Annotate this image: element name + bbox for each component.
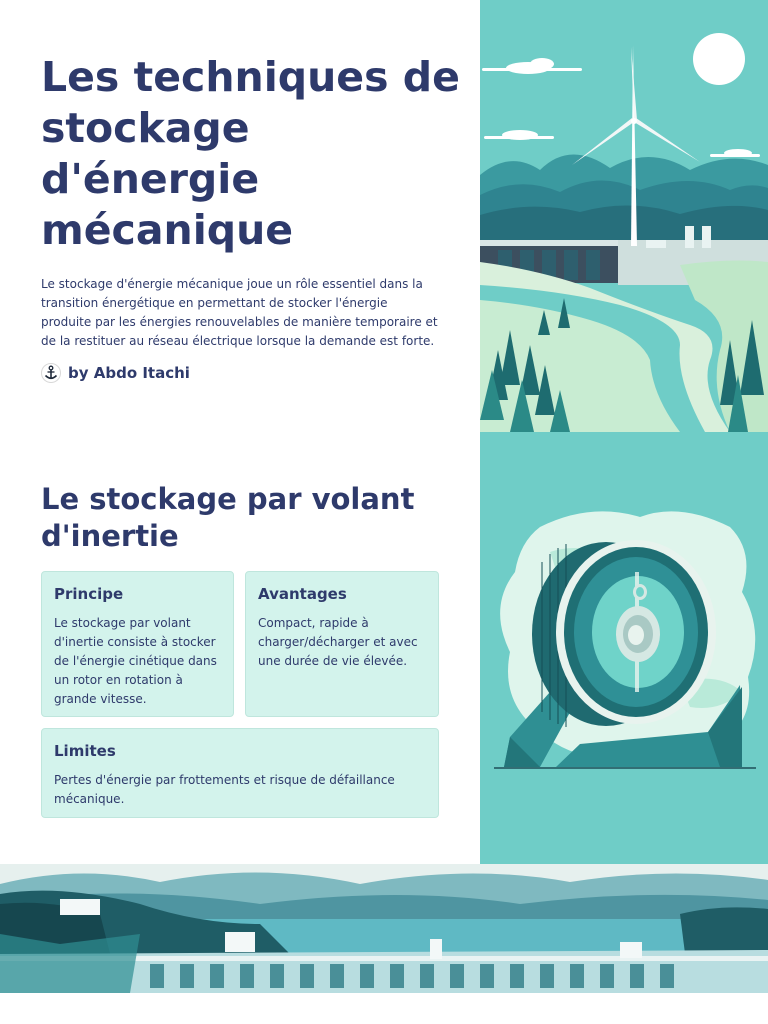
author-byline: [41, 363, 190, 383]
hydro-dam-lake-illustration: [0, 864, 768, 993]
card-title: Avantages: [258, 585, 347, 603]
intro-paragraph: Le stockage d'énergie mécanique joue un rôle essentiel dans la transition énergétique en permettant de stocker l'énergie produite par les énergies renouvelables de manière temporaire et de la restituer au réseau électrique lorsque la demande est forte.: [41, 277, 438, 348]
card-text: Compact, rapide à charger/décharger et avec une durée de vie élevée.: [258, 616, 418, 668]
page-title: Les techniques de stockage d'énergie mécanique: [41, 53, 460, 254]
section-title: Le stockage par volant d'inertie: [41, 482, 415, 553]
card-principe: [41, 571, 234, 717]
wind-turbine-dam-illustration: [480, 0, 768, 432]
card-title: Limites: [54, 742, 116, 760]
anchor-icon: [41, 363, 61, 383]
card-title: Principe: [54, 585, 124, 603]
flywheel-illustration: [480, 432, 768, 864]
card-text: Le stockage par volant d'inertie consiste à stocker de l'énergie cinétique dans un rotor en rotation à grande vitesse.: [54, 616, 217, 706]
card-avantages: [245, 571, 439, 717]
card-text: Pertes d'énergie par frottements et risque de défaillance mécanique.: [54, 773, 395, 806]
card-limites: [41, 728, 439, 818]
author-name: by Abdo Itachi: [68, 364, 190, 382]
